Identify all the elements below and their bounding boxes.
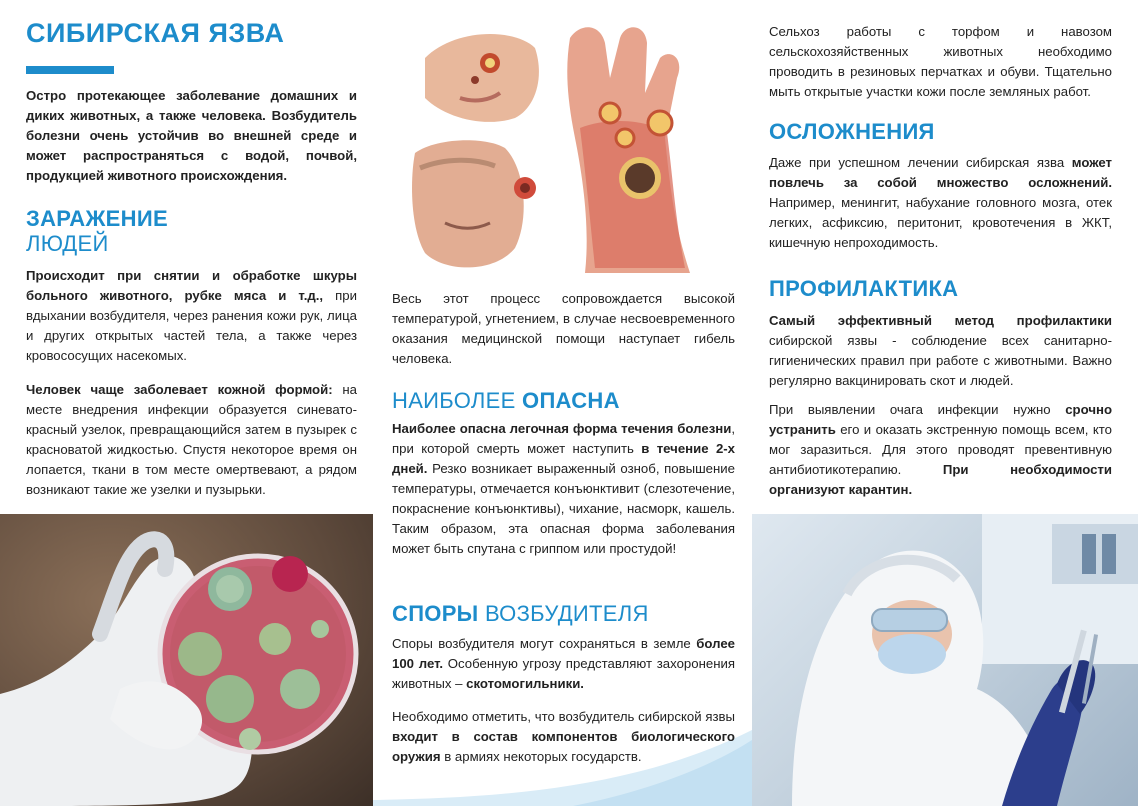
spores-paragraph-1: Споры возбудителя могут сохраняться в земле более 100 лет. Особенную угрозу представляют захоронения животных – скотомогильники. [392,636,735,691]
complications-heading: ОСЛОЖНЕНИЯ [769,119,935,144]
petri-dish-photo [0,514,373,806]
prevention-paragraph-1: Самый эффективный метод профилактики сибирской язвы - соблюдение всех санитарно-гигиенических правил при работе с животными. Важно регулярно вакцинировать скот и людей. [769,313,1112,388]
complications-text: Даже при успешном лечении сибирская язва может повлечь за собой множество осложнений. Например, менингит, набухание головного мозга, отек легких, асфиксию, перитонит, кровотечения в ЖКТ, кишечную непроходимость. [769,155,1112,250]
infection-heading: ЗАРАЖЕНИЕ ЛЮДЕЙ [26,206,168,256]
agri-text: Сельхоз работы с торфом и навозом сельскохозяйственных животных необходимо проводить в резиновых перчатках и обуви. Тщательно мыть открытые участки кожи после земляных работ. [769,24,1112,99]
process-text: Весь этот процесс сопровождается высокой температурой, угнетением, в случае несвоевременного оказания медицинской помощи наступает гибель человека. [392,291,735,366]
prevention-heading: ПРОФИЛАКТИКА [769,276,959,301]
title-underline [26,66,114,74]
skin-lesion-illustration [405,18,720,280]
spores-heading: СПОРЫ ВОЗБУДИТЕЛЯ [392,601,649,626]
spores-paragraph-2: Необходимо отметить, что возбудитель сибирской язвы входит в состав компонентов биологического оружия в армиях некоторых государств. [392,709,735,764]
prevention-paragraph-2: При выявлении очага инфекции нужно срочно устранить его и оказать экстренную помощь всем, кто мог заразиться. Для этого проводят превентивную антибиотикотерапию. При необходимости организуют карантин. [769,402,1112,497]
dangerous-text: Наиболее опасна легочная форма течения болезни, при которой смерть может наступить в течение 2-х дней. Резко возникает выраженный озноб, повышение температуры, отмечается конъюнктивит (слезотечение, покраснение конъюнктивы), чихание, насморк, кашель. Таким образом, эта опасная форма заболевания может быть спутана с гриппом или простудой! [392,421,735,556]
page-title: СИБИРСКАЯ ЯЗВА [26,18,285,48]
intro-text: Остро протекающее заболевание домашних и диких животных, а также человека. Возбудитель болезни очень устойчив во внешней среде и может распространяться с водой, почвой, продукцией животного происхождения. [26,88,357,183]
infection-paragraph-1: Происходит при снятии и обработке шкуры больного животного, рубке мяса и т.д., при вдыхании возбудителя, через ранения кожи рук, лица и других открытых частей тела, а также через кровососущих насекомых. [26,268,357,363]
lab-worker-photo [752,514,1138,806]
dangerous-heading: НАИБОЛЕЕ ОПАСНА [392,388,620,413]
infection-paragraph-2: Человек чаще заболевает кожной формой: на месте внедрения инфекции образуется синевато-красный узелок, превращающийся затем в пузырек с красноватой жидкостью. Спустя некоторое время он лопается, ткани в том месте омертвевают, а рядом возникают такие же узелки и пузырьки. [26,382,358,497]
